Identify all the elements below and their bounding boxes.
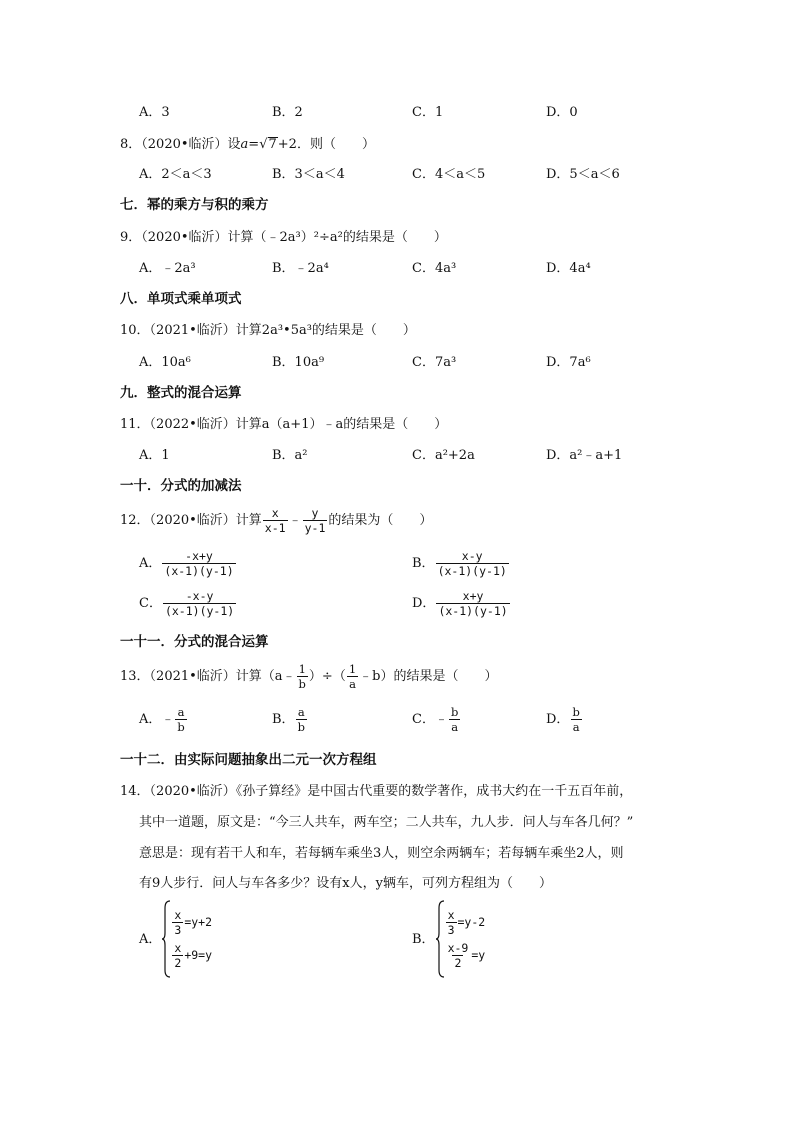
q10-option-a: A．10a⁶ xyxy=(139,355,191,370)
fraction-numerator: y xyxy=(311,506,319,520)
q12-suffix: 的结果为（ ） xyxy=(328,513,433,529)
fraction-denominator: a xyxy=(451,720,459,735)
q10-option-c: C．7a³ xyxy=(412,355,457,370)
option-label: D． xyxy=(546,712,570,728)
q7-option-b: B．2 xyxy=(272,105,303,120)
option-label: C． xyxy=(139,596,162,612)
question-14-line-1: 14．（2020•临沂）《孙子算经》是中国古代重要的数学著作，成书大约在一千五百年前， xyxy=(120,784,633,799)
brace-icon xyxy=(161,900,171,978)
q14-option-a xyxy=(139,900,212,978)
equation-2 xyxy=(171,942,212,969)
sqrt-icon: √ xyxy=(259,137,268,152)
q14-option-b xyxy=(412,900,485,978)
q12-option-a xyxy=(139,550,237,577)
question-11: 11．（2022•临沂）计算a（a+1）﹣a的结果是（ ） xyxy=(120,417,448,432)
q8-option-b: B．3＜a＜4 xyxy=(272,167,345,182)
q9-option-a: A．﹣2a³ xyxy=(139,261,196,276)
q13-option-d xyxy=(546,706,583,733)
q8-option-a: A．2＜a＜3 xyxy=(139,167,212,182)
fraction-denominator: 2 xyxy=(174,956,182,971)
q11-option-c: C．a²+2a xyxy=(412,448,475,463)
fraction-denominator: b xyxy=(177,720,185,735)
q13-prefix: 13．（2021•临沂）计算（a﹣ xyxy=(120,669,296,685)
q13-option-a xyxy=(139,706,188,733)
option-fraction xyxy=(175,706,186,733)
q13-option-b xyxy=(272,706,308,733)
fraction-denominator: 2 xyxy=(454,956,462,971)
fraction-numerator: x xyxy=(174,941,182,955)
question-14-line-3: 意思是：现有若干人和车，若每辆车乘坐3人，则空余两辆车；若每辆车乘坐2人，则 xyxy=(139,846,624,861)
fraction-denominator: 3 xyxy=(447,922,455,937)
option-label: D． xyxy=(412,596,436,612)
fraction-numerator: a xyxy=(297,705,305,719)
equation-fraction xyxy=(446,909,457,936)
option-fraction xyxy=(570,706,581,733)
fraction-denominator: (x-1)(y-1) xyxy=(164,604,235,619)
fraction-denominator: (x-1)(y-1) xyxy=(438,604,508,619)
section-heading-7: 七．幂的乘方与积的乘方 xyxy=(120,197,269,213)
fraction-numerator: x-9 xyxy=(447,941,469,955)
q7-option-c: C．1 xyxy=(412,105,444,120)
option-label: A． xyxy=(139,931,162,947)
option-label: B． xyxy=(412,931,435,947)
brace-icon xyxy=(435,900,445,978)
fraction-numerator: -x+y xyxy=(185,549,213,563)
q7-option-d: D．0 xyxy=(546,105,578,120)
option-label: C．﹣ xyxy=(412,712,448,728)
q8-prefix: 8．（2020•临沂）设 xyxy=(120,137,241,152)
option-label: A． xyxy=(139,556,162,572)
fraction-numerator: b xyxy=(450,705,459,719)
q13-suffix: ﹣b）的结果是（ ） xyxy=(359,669,498,685)
q8-radicand: 7 xyxy=(268,137,277,152)
question-14-line-4: 有9人步行．问人与车各多少？设有x人，y辆车，可列方程组为（ ） xyxy=(139,876,552,891)
q9-option-d: D．4a⁴ xyxy=(546,261,591,276)
fraction-numerator: 1 xyxy=(348,662,357,676)
q10-option-b: B．10a⁹ xyxy=(272,355,325,370)
fraction-denominator: b xyxy=(298,677,306,692)
q13-mid: ）÷（ xyxy=(308,669,346,685)
option-label: B． xyxy=(272,712,295,728)
fraction-denominator: x-1 xyxy=(264,521,286,536)
equation-rest: =y-2 xyxy=(457,914,486,929)
equation-2 xyxy=(445,942,486,969)
section-heading-10: 一十．分式的加减法 xyxy=(120,478,242,494)
fraction-numerator: x xyxy=(174,907,182,922)
section-heading-9: 九．整式的混合运算 xyxy=(120,385,242,401)
q8-option-d: D．5＜a＜6 xyxy=(546,167,620,182)
question-12 xyxy=(120,507,432,534)
section-heading-8: 八．单项式乘单项式 xyxy=(120,291,242,307)
equation-rest: +9=y xyxy=(184,947,213,962)
q9-option-b: B．﹣2a⁴ xyxy=(272,261,329,276)
section-heading-12: 一十二．由实际问题抽象出二元一次方程组 xyxy=(120,752,377,768)
fraction-denominator: 3 xyxy=(174,922,182,937)
q13-fraction-2 xyxy=(347,663,358,690)
option-fraction xyxy=(436,550,509,577)
option-fraction xyxy=(436,590,509,617)
q13-option-c xyxy=(412,706,461,733)
q9-option-c: C．4a³ xyxy=(412,261,457,276)
q11-option-b: B．a² xyxy=(272,448,308,463)
option-label: A．﹣ xyxy=(139,712,175,728)
fraction-numerator: x-y xyxy=(461,549,483,563)
equation-fraction xyxy=(446,942,471,969)
question-13 xyxy=(120,663,497,690)
q12-option-b xyxy=(412,550,510,577)
q8-tail: +2．则（ ） xyxy=(277,137,375,152)
fraction-numerator: x+y xyxy=(462,589,484,603)
q12-prefix: 12．（2020•临沂）计算 xyxy=(120,513,262,529)
q8-option-c: C．4＜a＜5 xyxy=(412,167,486,182)
equation-rest: =y+2 xyxy=(184,914,213,929)
equation-1 xyxy=(445,909,486,936)
fraction-denominator: a xyxy=(572,720,580,735)
q7-option-a: A．3 xyxy=(139,105,170,120)
question-9: 9．（2020•临沂）计算（﹣2a³）²÷a²的结果是（ ） xyxy=(120,230,447,245)
question-14-line-2: 其中一道题，原文是：“今三人共车，两车空；二人共车，九人步．问人与车各几何？” xyxy=(139,815,634,830)
fraction-denominator: (x-1)(y-1) xyxy=(164,564,234,579)
q11-option-d: D．a²﹣a+1 xyxy=(546,448,623,463)
option-fraction xyxy=(296,706,307,733)
q8-eq: = xyxy=(248,137,260,152)
q12-option-d xyxy=(412,590,511,617)
option-fraction xyxy=(449,706,460,733)
fraction-numerator: a xyxy=(177,705,185,719)
equation-fraction xyxy=(172,909,183,936)
q12-fraction-1 xyxy=(263,507,288,534)
option-fraction xyxy=(163,590,236,617)
equation-rest: =y xyxy=(471,947,486,962)
fraction-numerator: x xyxy=(447,907,455,922)
q12-minus: ﹣ xyxy=(288,513,302,529)
section-heading-11: 一十一．分式的混合运算 xyxy=(120,634,269,650)
option-fraction xyxy=(162,550,235,577)
fraction-denominator: (x-1)(y-1) xyxy=(437,564,507,579)
q13-fraction-1 xyxy=(297,663,308,690)
q12-option-c xyxy=(139,590,237,617)
fraction-numerator: -x-y xyxy=(185,589,214,603)
q12-fraction-2 xyxy=(303,507,328,534)
question-10: 10．（2021•临沂）计算2a³•5a³的结果是（ ） xyxy=(120,323,416,338)
equation-fraction xyxy=(172,942,183,969)
equation-1 xyxy=(171,909,212,936)
question-8 xyxy=(120,137,375,151)
fraction-numerator: b xyxy=(572,705,580,719)
q8-var: a xyxy=(240,137,249,152)
fraction-numerator: 1 xyxy=(298,662,306,676)
option-label: B． xyxy=(412,556,435,572)
fraction-denominator: a xyxy=(349,677,356,692)
q11-option-a: A．1 xyxy=(139,448,170,463)
q10-option-d: D．7a⁶ xyxy=(546,355,591,370)
fraction-denominator: y-1 xyxy=(304,521,326,536)
fraction-numerator: x xyxy=(271,506,279,520)
fraction-denominator: b xyxy=(297,720,305,735)
